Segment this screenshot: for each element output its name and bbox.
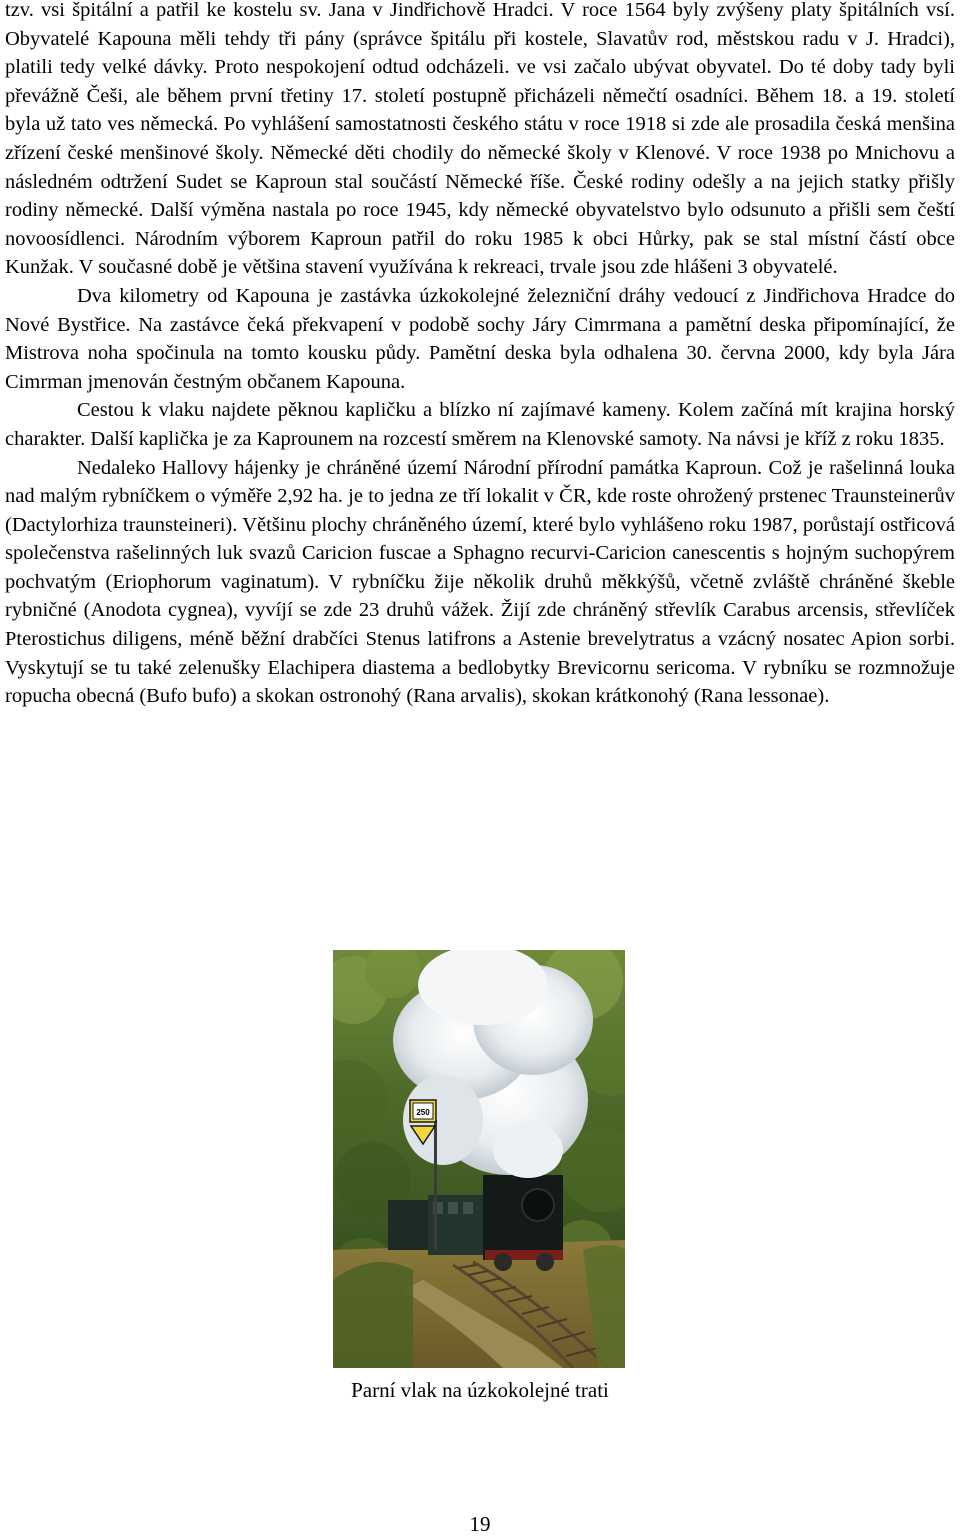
page-number: 19 — [469, 1512, 491, 1536]
wagon-rear — [388, 1200, 433, 1250]
paragraph-nature-reserve: Nedaleko Hallovy hájenky je chráněné území Národní přírodní památka Kaproun. Což je rašelinná louka nad malým rybníčkem o výměře 2,92 ha. je to jedna ze tří lokalit v ČR, kde roste ohrožený prstenec Traunsteinerův (Dactylorhiza traunsteineri). Většinu plochy chráněného území, které bylo vyhlášeno roku 1987, porůstají ostřicová společenstva rašelinných luk svazů Caricion fuscae a Sphagno recurvi-Caricion canescentis s hojným suchopýrem pochvatým (Eriophorum vaginatum). V rybníčku žije několik druhů měkkýšů, včetně zvláště chráněné škeble rybničné (Anodota cygnea), vyvíjí se zde 23 druhů vážek. Žijí zde chráněný střevlík Carabus arcensis, střevlíček Pterostichus diligens, méně běžní drabčíci Stenus latifrons a Astenie brevelytratus a vzácný nosatec Apion sorbi. Vyskytují se tu také zelenušky Elachipera diastema a bedlobytky Brevicornu sericoma. V rybníku se rozmnožuje ropucha obecná (Bufo bufo) a skokan ostronohý (Rana arvalis), skokan krátkonohý (Rana lessonae). — [5, 456, 955, 708]
paragraph-history: tzv. vsi špitální a patřil ke kostelu sv. Jana v Jindřichově Hradci. V roce 1564 byly zvýšeny platy špitálních vsí. Obyvatelé Kapouna měli tehdy tři pány (správce špitálu při kostele, Slavatův rod, městskou radu v J. Hradci), platili tedy velké dávky. Proto nespokojení odtud odcházeli. ve vsi začalo ubývat obyvatel. Do té doby tady byli převážně Češi, ale během první třetiny 17. století postupně přicházeli němečtí osadníci. Během 18. a 19. století byla už tato ves německá. Po vyhlášení samostatnosti českého státu v roce 1918 si zde ale prosadila česká menšina zřízení české menšinové školy. Německé děti chodily do německé školy v Klenové. V roce 1938 po Mnichovu a následném odtržení Sudet se Kaproun stal součástí Německé říše. České rodiny odešly a na jejich statky přišly rodiny německé. Další výměna nastala po roce 1945, kdy německé obyvatelstvo bylo odsunuto a přišli sem čeští novoosídlenci. Národním výborem Kaproun patřil do roku 1985 k obci Hůrky, pak se stal místní částí obce Kunžak. V současné době je většina stavení využívána k rekreaci, trvale jsou zde hlášeni 3 obyvatelé. — [5, 0, 955, 279]
paragraph-cimrman-stop: Dva kilometry od Kapouna je zastávka úzkokolejné železniční dráhy vedoucí z Jindřichova Hradce do Nové Bystřice. Na zastávce čeká překvapení v podobě sochy Járy Cimrmana a pamětní deska připomínající, že Mistrova noha spočinula na tomto kousku půdy. Pamětní deska byla odhalena 30. června 2000, kdy byla Jára Cimrman jmenován čestným občanem Kapouna. — [5, 284, 955, 393]
figure-caption: Parní vlak na úzkokolejné trati — [351, 1378, 609, 1402]
speed-sign-text: 250 — [416, 1108, 430, 1117]
body-text — [5, 0, 955, 711]
locomotive-body — [483, 1175, 563, 1260]
steam-train-illustration — [333, 950, 625, 1368]
boiler-front — [522, 1189, 554, 1221]
sign-post — [434, 1120, 437, 1250]
steam-train-photo — [333, 950, 625, 1368]
paragraph-chapels: Cestou k vlaku najdete pěknou kapličku a blízko ní zajímavé kameny. Kolem začíná mít krajina horský charakter. Další kaplička je za Kaprounem na rozcestí směrem na Klenovské samoty. Na návsi je kříž z roku 1835. — [5, 399, 955, 450]
